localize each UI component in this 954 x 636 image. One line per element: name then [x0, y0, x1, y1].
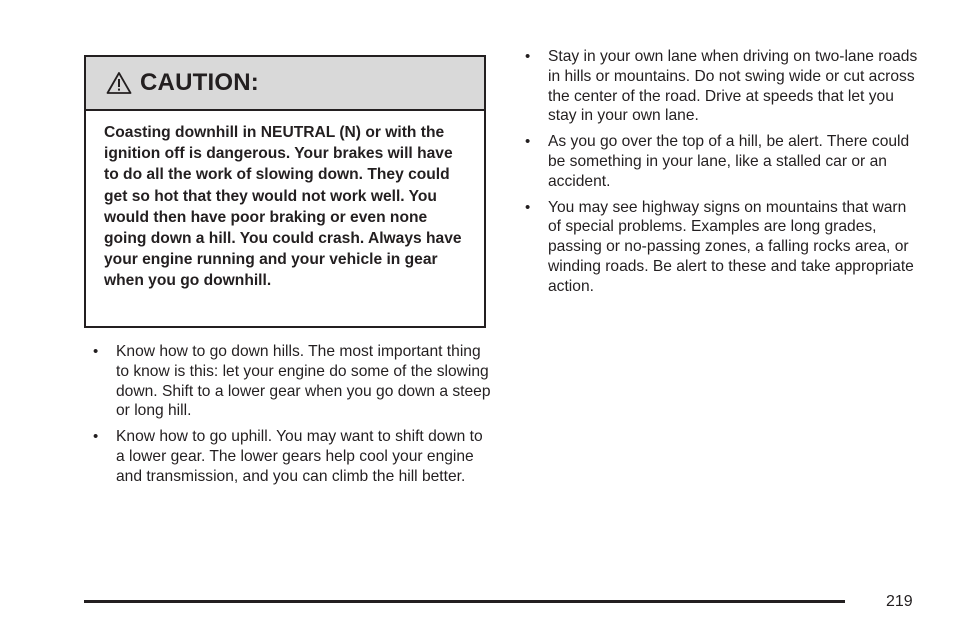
- bullet-icon: •: [525, 198, 531, 216]
- caution-box: [84, 55, 486, 328]
- list-item-text: As you go over the top of a hill, be alert. There could be something in your lane, like a stalled car or an accident.: [548, 133, 910, 190]
- page-number: 219: [886, 593, 913, 610]
- list-item: [93, 342, 493, 421]
- list-item: [525, 47, 920, 126]
- list-item-text: Know how to go down hills. The most important thing to know is this: let your engine do some of the slowing down. Shift to a lower gear when you go down a steep or long hill.: [116, 343, 491, 420]
- footer-rule: [84, 600, 845, 603]
- list-item: [525, 132, 920, 191]
- right-bullet-list: [525, 47, 920, 303]
- bullet-icon: •: [93, 428, 99, 446]
- caution-text: Coasting downhill in NEUTRAL (N) or with the ignition off is dangerous. Your brakes will have to do all the work of slowing down. They could get so hot that they would not work well. You would then have poor braking or even none going down a hill. You could crash. Always have your engine running and your vehicle in gear when you go downhill.: [104, 124, 462, 290]
- bullet-icon: •: [525, 48, 531, 65]
- caution-header: [86, 57, 484, 111]
- list-item-text: Know how to go uphill. You may want to shift down to a lower gear. The lower gears help cool your engine and transmission, and you can climb the hill better.: [116, 428, 483, 485]
- bullet-icon: •: [93, 343, 99, 360]
- list-item-text: You may see highway signs on mountains that warn of special problems. Examples are long grades, passing or no-passing zones, a falling rocks area, or winding roads. Be alert to these and take appropriate action.: [548, 198, 914, 295]
- list-item: [93, 427, 493, 486]
- list-item-text: Stay in your own lane when driving on two-lane roads in hills or mountains. Do not swing wide or cut across the center of the road. Drive at speeds that let you stay in your own lane.: [548, 48, 918, 125]
- warning-triangle-icon: [106, 71, 132, 95]
- list-item: [525, 198, 920, 297]
- left-bullet-list: [93, 342, 493, 493]
- caution-title: CAUTION:: [140, 69, 259, 96]
- bullet-icon: •: [525, 133, 531, 151]
